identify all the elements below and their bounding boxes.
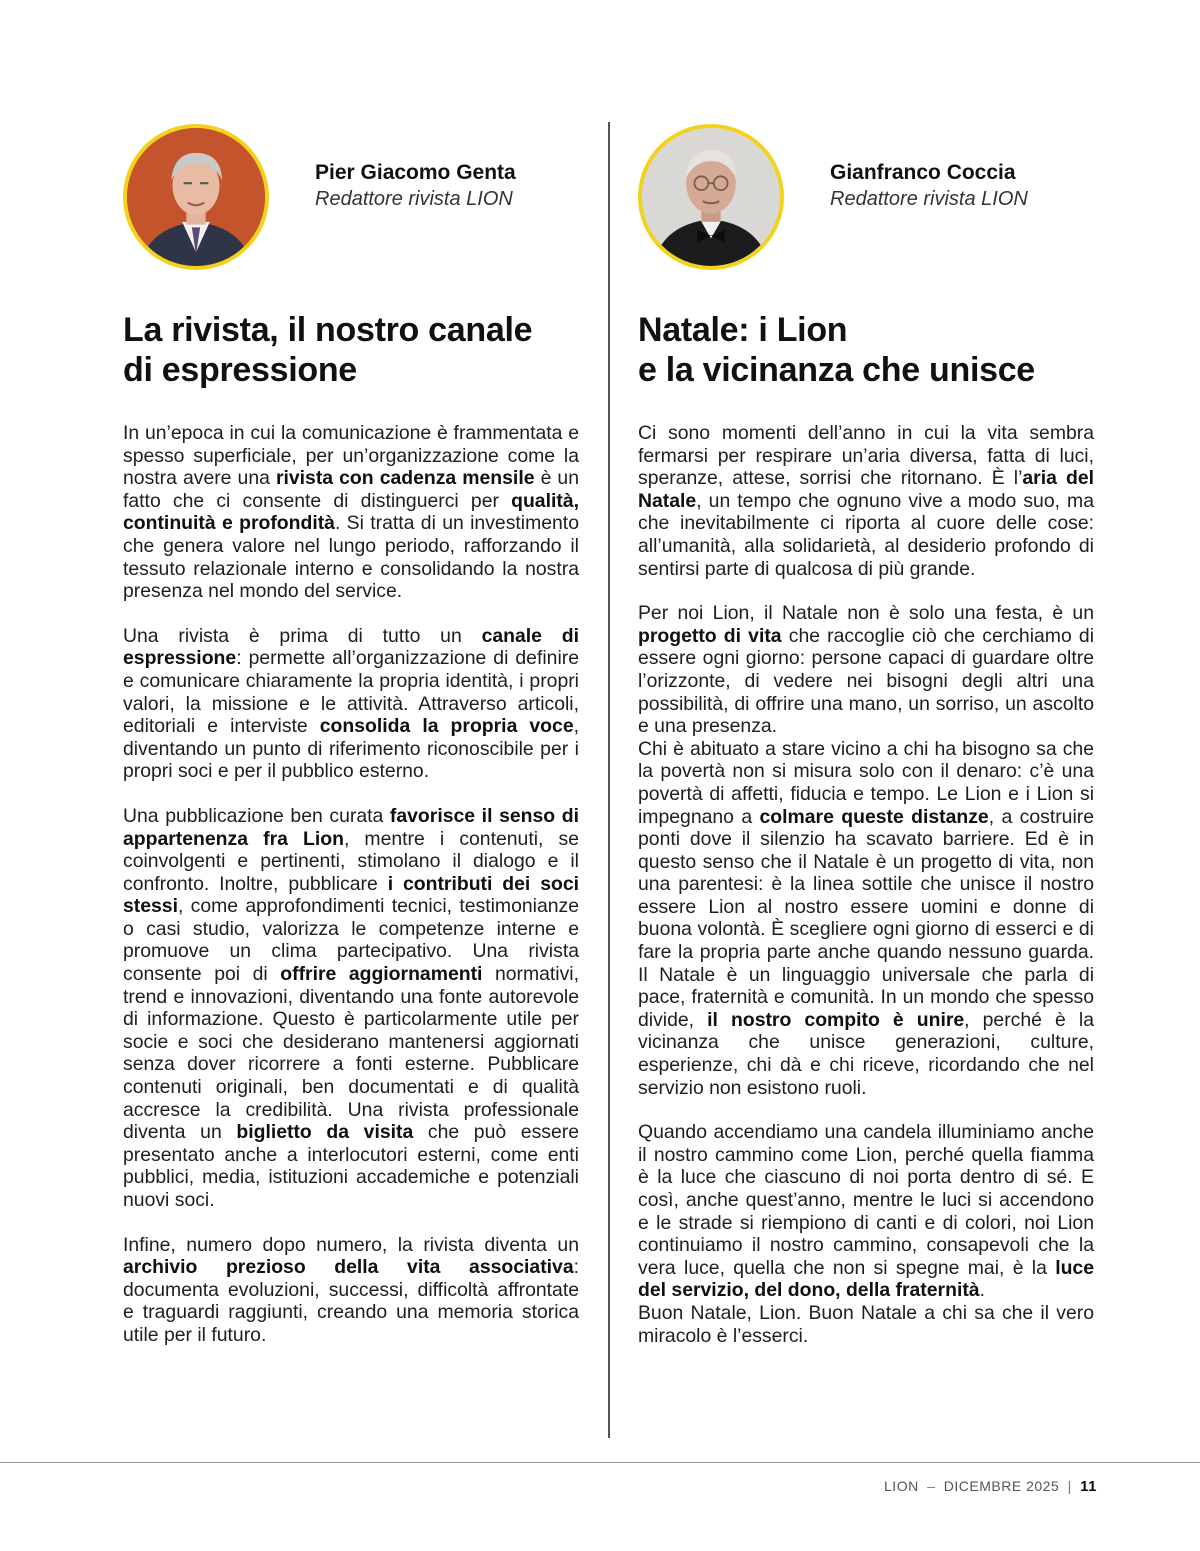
portrait-icon — [642, 128, 780, 266]
text-run: In un’epoca in cui la comunicazione è frammentata e spesso superficiale, per un’organizzazione come la nostra avere una — [123, 422, 579, 490]
title-line-1: La rivista, il nostro canale — [123, 311, 533, 349]
paragraph — [638, 422, 1094, 580]
article-body — [123, 422, 579, 1369]
text-run: Chi è abituato a stare vicino a chi ha bisogno sa che la povertà non si misura solo con il denaro: c’è una povertà di affetti, fiducia e tempo. Le Lion e i Lion si impegnano a — [638, 737, 1094, 828]
text-run: , come approfondimenti tecnici, testimonianze o casi studio, valorizza le competenze interne e promuove un clima partecipativo. Una rivista consente poi di — [123, 895, 579, 986]
emphasis-text: consolida la propria voce — [319, 715, 574, 738]
emphasis-text: canale di espressione — [123, 624, 579, 670]
paragraph — [638, 738, 1094, 1100]
text-run: Per noi Lion, il Natale non è solo una festa, è un — [638, 602, 1094, 625]
page-footer — [884, 1478, 1097, 1495]
article-title — [638, 310, 1108, 390]
text-run: Quando accendiamo una candela illuminiamo anche il nostro cammino come Lion, perché quella fiamma è la luce che ciascuno di noi porta dentro di sé. E così, anche quest’anno, mentre le luci si accendono e le strade si riempiono di canti e di colori, noi Lion continuiamo il nostro cammino, consapevoli che la vera luce, quella che non si spegne mai, è la — [638, 1121, 1094, 1279]
article-title — [123, 310, 593, 390]
emphasis-text: i contributi dei soci stessi — [123, 872, 580, 918]
author-info — [315, 160, 516, 212]
text-run: : permette all’organizzazione di definire e comunicare chiaramente la propria identità, i propri valori, la missione e le attività. Attraverso articoli, editoriali e interviste — [123, 647, 579, 738]
text-run: . — [979, 1279, 985, 1302]
footer-rule — [0, 1462, 1200, 1463]
title-line-2: di espressione — [123, 351, 357, 389]
portrait-icon — [127, 128, 265, 266]
article-left — [123, 120, 583, 1346]
text-run: Ci sono momenti dell’anno in cui la vita sembra fermarsi per respirare un’aria diversa, fatta di luci, speranze, attese, sorrisi che ritornano. È l’ — [638, 422, 1094, 490]
article-right — [638, 120, 1098, 1347]
column-divider — [608, 122, 610, 1438]
paragraph — [123, 422, 579, 603]
author-name: Gianfranco Coccia — [830, 161, 1016, 184]
author-photo — [638, 124, 784, 270]
emphasis-text: il nostro compito è unire — [707, 1008, 965, 1031]
author-block — [638, 120, 1098, 280]
paragraph — [123, 1234, 579, 1347]
paragraph — [123, 805, 579, 1212]
paragraph — [638, 1121, 1094, 1302]
emphasis-text: favorisce il senso di appartenenza fra Lion — [123, 804, 579, 850]
text-run: Buon Natale, Lion. Buon Natale a chi sa che il vero miracolo è l’esserci. — [638, 1301, 1094, 1347]
text-run: . Si tratta di un investimento che genera valore nel lungo periodo, rafforzando il tessuto relazionale interno e consolidando la nostra presenza nel mondo del service. — [123, 512, 579, 603]
footer-issue: DICEMBRE 2025 — [943, 1478, 1060, 1494]
author-role: Redattore rivista LION — [315, 188, 513, 210]
text-run: , perché è la vicinanza che unisce generazioni, culture, esperienze, chi dà e chi riceve, ricordando che nel servizio non esistono ruoli. — [638, 1008, 1094, 1099]
paragraph — [638, 602, 1094, 738]
author-photo — [123, 124, 269, 270]
emphasis-text: luce del servizio, del dono, della fraternità — [638, 1256, 1094, 1302]
text-run: è un fatto che ci consente di distinguerci per — [123, 467, 579, 512]
text-run: Una pubblicazione ben curata — [123, 804, 390, 827]
author-name: Pier Giacomo Genta — [315, 161, 516, 184]
emphasis-text: archivio prezioso della vita associativa — [123, 1256, 574, 1279]
text-run: : documenta evoluzioni, successi, difficoltà affrontate e traguardi raggiunti, creando una memoria storica utile per il futuro. — [123, 1256, 579, 1346]
text-run: che raccoglie ciò che cerchiamo di essere ogni giorno: persone capaci di guardare oltre l’orizzonte, di vedere nei bisogni degli altri una possibilità, di offrire una mano, un sorriso, un ascolto e una presenza. — [638, 624, 1094, 738]
text-run: Infine, numero dopo numero, la rivista diventa un — [123, 1233, 579, 1256]
emphasis-text: colmare queste distanze — [759, 805, 989, 828]
text-run: , un tempo che ognuno vive a modo suo, ma che inevitabilmente ci riporta al cuore delle cose: all’umanità, alla solidarietà, al desiderio profondo di sentirsi parte di qualcosa di più grande. — [638, 489, 1094, 580]
emphasis-text: progetto di vita — [638, 624, 782, 647]
emphasis-text: biglietto da visita — [236, 1121, 414, 1144]
title-line-1: Natale: i Lion — [638, 311, 848, 349]
footer-magazine: LION — [884, 1478, 919, 1494]
text-run: , mentre i contenuti, se coinvolgenti e pertinenti, stimolano il dialogo e il confronto. Inoltre, pubblicare — [123, 827, 579, 895]
text-run: Una rivista è prima di tutto un — [123, 624, 482, 647]
paragraph — [123, 625, 579, 783]
text-run: che può essere presentato anche a interlocutori esterni, come enti pubblici, media, istituzioni accademiche e potenziali nuovi soci. — [123, 1121, 579, 1211]
text-run: normativi, trend e innovazioni, diventando una fonte autorevole di informazione. Questo è particolarmente utile per socie e soci che desiderano mantenersi aggiornati senza dover ricorrere a fonti esterne. Pubblicare contenuti originali, ben documentati e di qualità accresce la credibilità. Una rivista professionale diventa un — [123, 963, 579, 1144]
text-run: , diventando un punto di riferimento riconoscibile per i propri soci e per il pubblico esterno. — [123, 715, 579, 783]
article-body — [638, 422, 1094, 1369]
emphasis-text: qualità, continuità e profondità — [123, 489, 579, 535]
paragraph — [638, 1302, 1094, 1347]
emphasis-text: aria del Natale — [638, 467, 1094, 512]
footer-dash: – — [927, 1478, 936, 1494]
page-number: 11 — [1080, 1478, 1097, 1495]
author-block — [123, 120, 583, 280]
author-info — [830, 160, 1028, 212]
title-line-2: e la vicinanza che unisce — [638, 351, 1035, 389]
author-role: Redattore rivista LION — [830, 188, 1028, 210]
text-run: , a costruire ponti dove il silenzio ha scavato barriere. Ed è in questo senso che il Natale è un progetto di vita, non una parentesi: è la linea sottile che unisce il nostro essere Lion al nostro essere uomini e donne di buona volontà. È scegliere ogni giorno di esserci e di fare la propria parte anche quando nessuno guarda. Il Natale è un linguaggio universale che parla di pace, fraternità e comunità. In un mondo che spesso divide, — [638, 805, 1094, 1031]
emphasis-text: offrire aggiornamenti — [280, 963, 483, 986]
emphasis-text: rivista con cadenza mensile — [275, 467, 535, 490]
footer-separator: | — [1067, 1478, 1072, 1494]
